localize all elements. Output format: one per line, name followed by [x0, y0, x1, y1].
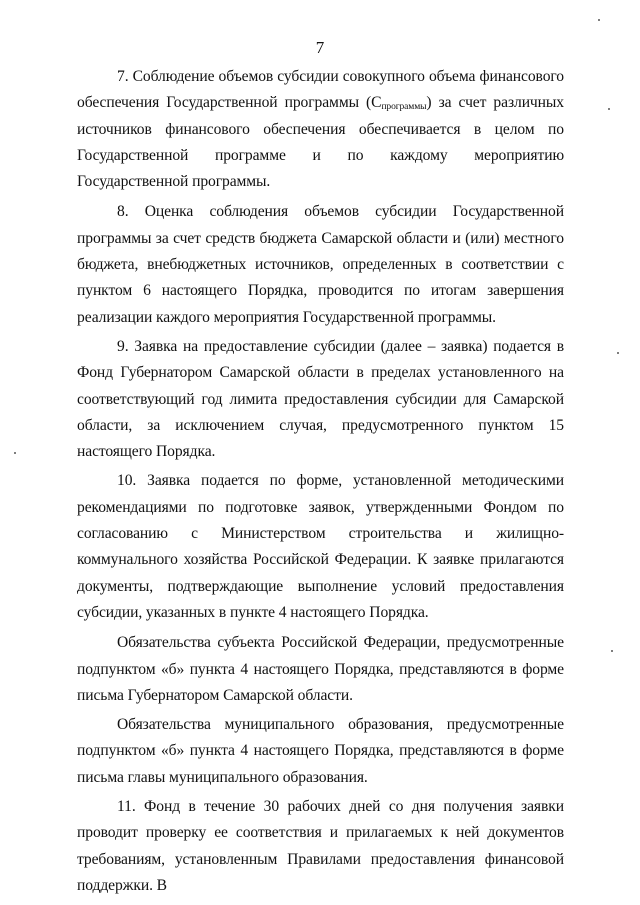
document-body	[77, 64, 564, 902]
paragraph-10: 10. Заявка подается по форме, установленной методическими рекомендациями по подготовке заявок, утвержденными Фондом по согласованию с Министерством строительства и жилищно-коммунального хозяйства Российской Федерации. К заявке прилагаются документы, подтверждающие выполнение условий предоставления субсидии, указанных в пункте 4 настоящего Порядка.	[77, 472, 564, 621]
paragraph-7	[77, 64, 564, 195]
scan-speck	[611, 650, 613, 652]
paragraph-obligations-subject: Обязательства субъекта Российской Федерации, предусмотренные подпунктом «б» пункта 4 настоящего Порядка, представляются в форме письма Губернатором Самарской области.	[77, 634, 564, 704]
paragraph-11: 11. Фонд в течение 30 рабочих дней со дня получения заявки проводит проверку ее соответствия и прилагаемых к ней документов требованиям, установленным Правилами предоставления финансовой поддержки. В	[77, 798, 564, 894]
scan-speck	[617, 352, 619, 354]
paragraph-obligations-municipal: Обязательства муниципального образования, предусмотренные подпунктом «б» пункта 4 настоящего Порядка, представляются в форме письма главы муниципального образования.	[77, 716, 564, 786]
subscript-programmy: программы	[381, 102, 427, 113]
scan-speck	[608, 108, 610, 110]
paragraph-9: 9. Заявка на предоставление субсидии (далее – заявка) подается в Фонд Губернатором Самарской области в пределах установленного на соответствующий год лимита предоставления субсидии для Самарской области, за исключением случая, предусмотренного пунктом 15 настоящего Порядка.	[77, 337, 564, 461]
scan-speck	[598, 19, 600, 21]
page-number: 7	[315, 38, 325, 57]
paragraph-8: 8. Оценка соблюдения объемов субсидии Государственной программы за счет средств бюджета Самарской области и (или) местного бюджета, внебюджетных источников, определенных в соответствии с пунктом 6 настоящего Порядка, проводится по итогам завершения реализации каждого мероприятия Государственной программы.	[77, 203, 564, 326]
scan-speck	[14, 452, 16, 454]
paragraph-7-text-before: 7. Соблюдение объемов субсидии совокупного объема финансового обеспечения Государственной программы (С	[77, 68, 564, 112]
paragraph-7-text-after: ) за счет различных источников финансового обеспечения обеспечивается в целом по Государственной программе и по каждому мероприятию Государственной программы.	[77, 94, 564, 191]
